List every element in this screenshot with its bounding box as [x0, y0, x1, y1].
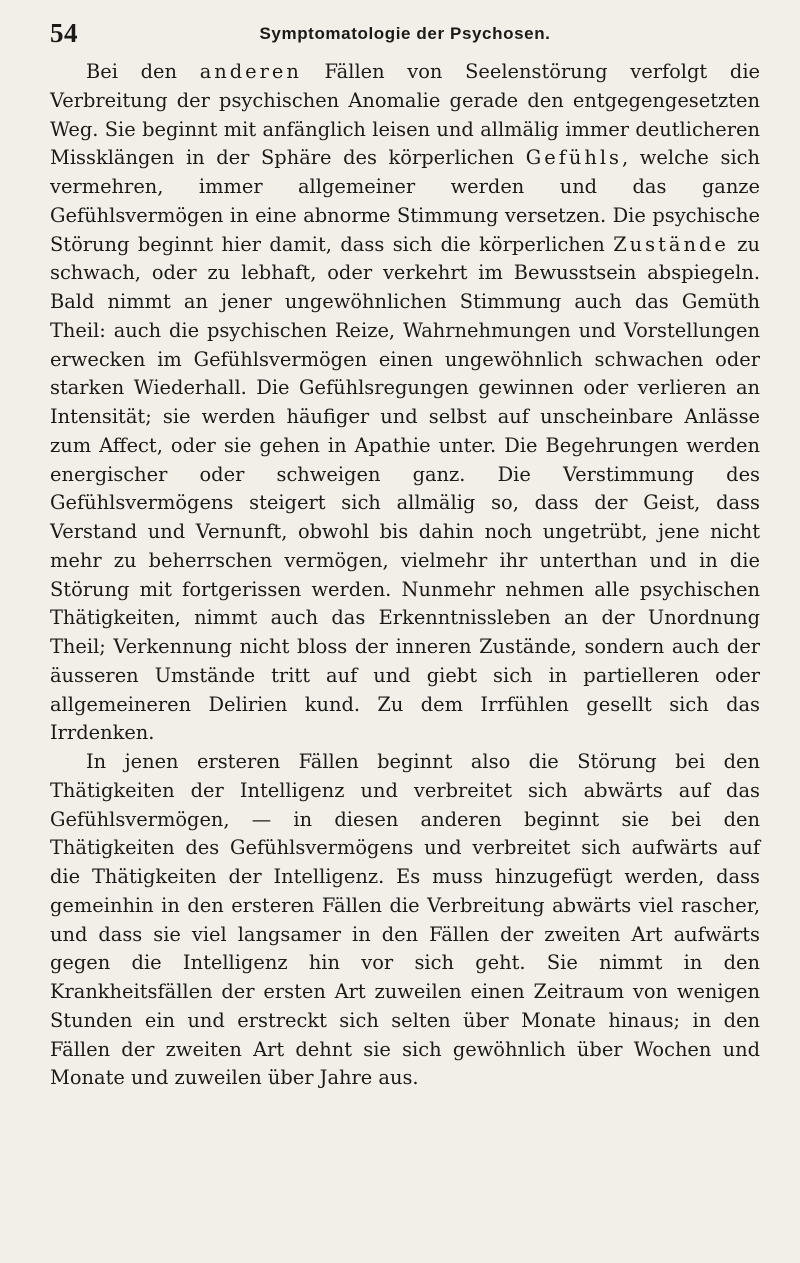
- running-head: [50, 18, 760, 58]
- emphasized-word: Gefühls: [525, 146, 623, 170]
- text-segment: Bei den: [86, 60, 200, 83]
- body-text: [50, 58, 760, 1093]
- paragraph-2: [50, 748, 760, 1093]
- paragraph-1: [50, 58, 760, 748]
- emphasized-word: anderen: [199, 60, 302, 83]
- text-segment: In jenen ersteren Fällen beginnt also die Störung bei den Thätigkeiten der Intelligenz und verbreitet sich abwärts auf das Gefühlsvermögen, — in diesen anderen beginnt sie bei den Thätigkeiten des Gefühlsvermögens und verbreitet sich aufwärts auf die Thätigkeiten der Intelligenz. Es muss hinzugefügt werden, dass gemeinhin in den ersteren Fällen die Verbreitung abwärts viel rascher, und dass sie viel langsamer in den Fällen der zweiten Art aufwärts gegen die Intelligenz hin vor sich geht. Sie nimmt in den Krankheitsfällen der ersten Art zuweilen einen Zeitraum von wenigen Stunden ein und erstreckt sich selten über Monate hinaus; in den Fällen der zweiten Art dehnt sie sich gewöhnlich über Wochen und Monate und zuweilen über Jahre aus.: [50, 750, 760, 1090]
- page-number: 54: [50, 18, 78, 48]
- text-segment: Fällen von Seelenstörung verfolgt die Verbreitung der psychischen Anomalie gerade den entgegengesetzten Weg. Sie beginnt mit anfänglich leisen und allmälig immer deutlicheren Missklängen in der Sphäre des körperlichen: [50, 60, 760, 170]
- emphasized-word: Zustände: [613, 232, 729, 256]
- text-segment: zu schwach, oder zu lebhaft, oder verkehrt im Bewusstsein abspiegeln. Bald nimmt an jener ungewöhnlichen Stimmung auch das Gemüth Theil: auch die psychischen Reize, Wahrnehmungen und Vorstellungen erwecken im Gefühlsvermögen einen ungewöhnlich schwachen oder starken Wiederhall. Die Gefühlsregungen gewinnen oder verlieren an Intensität; sie werden häufiger und selbst auf unscheinbare Anlässe zum Affect, oder sie gehen in Apathie unter. Die Begehrungen werden energischer oder schweigen ganz. Die Verstimmung des Gefühlsvermögens steigert sich allmälig so, dass der Geist, dass Verstand und Vernunft, obwohl bis dahin noch ungetrübt, jene nicht mehr zu beherrschen vermögen, vielmehr ihr unterthan und in die Störung mit fortgerissen werden. Nunmehr nehmen alle psychischen Thätigkeiten, nimmt auch das Erkenntnissleben an der Unordnung Theil; Verkennung nicht bloss der inneren Zustände, sondern auch der äusseren Umstände tritt auf und giebt sich in partielleren oder allgemeineren Delirien kund. Zu dem Irrfühlen gesellt sich das Irrdenken.: [50, 232, 760, 745]
- running-title: Symptomatologie der Psychosen.: [259, 24, 551, 43]
- text-segment: , welche sich vermehren, immer allgemeiner werden und das ganze Gefühlsvermögen in eine abnorme Stimmung versetzen. Die psychische Störung beginnt hier damit, dass sich die körperlichen: [50, 146, 760, 256]
